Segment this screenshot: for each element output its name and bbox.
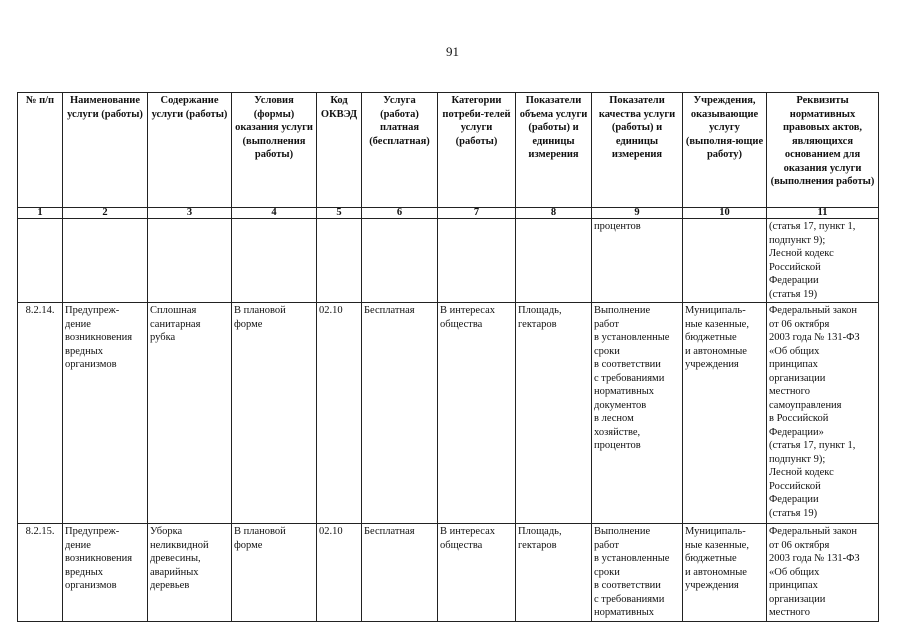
service-name-cell (63, 303, 148, 524)
cell-line: (статья 17, пункт 1, (769, 440, 856, 451)
paid-cell: Бесплатная (362, 303, 438, 524)
cell-line: В плановой (234, 305, 286, 316)
volume-cell (516, 303, 592, 524)
column-number: 8 (516, 208, 592, 219)
cell-line: и автономные (685, 345, 747, 357)
column-number: 7 (438, 208, 516, 219)
cell-line: Федерации (769, 275, 819, 286)
table-cell (317, 219, 362, 303)
legal-cell (767, 524, 879, 622)
cell-line: от 06 октября (769, 539, 830, 551)
cell-line: нормативных (594, 607, 655, 618)
quality-cell (592, 524, 683, 622)
content-cell (148, 524, 232, 622)
cell-line: Лесной кодекс (769, 248, 834, 259)
content-cell (148, 303, 232, 524)
cell-line: общества (440, 539, 483, 551)
quality-cell: процентов (592, 219, 683, 303)
cell-line: в установленные (594, 553, 670, 564)
cell-line: деревьев (150, 580, 190, 591)
cell-line: сроки (594, 566, 620, 578)
row-number: 8.2.15. (18, 524, 63, 622)
cell-line: работ (594, 539, 619, 551)
cell-line: организмов (65, 359, 117, 370)
table-cell (438, 219, 516, 303)
table-row (18, 524, 879, 622)
cell-line: с требованиями (594, 372, 665, 384)
table-cell (516, 219, 592, 303)
cell-line: в соответствии (594, 359, 661, 370)
cell-line: 2003 года № 131-ФЗ (769, 332, 860, 343)
cell-line: Предупреж- (65, 305, 120, 316)
cell-line: работ (594, 318, 619, 330)
cell-line: гектаров (518, 539, 557, 551)
service-name-cell (63, 524, 148, 622)
cell-line: сроки (594, 345, 620, 357)
cell-line: Российской (769, 261, 821, 273)
cell-line: древесины, (150, 553, 201, 564)
volume-cell (516, 524, 592, 622)
paid-cell: Бесплатная (362, 524, 438, 622)
column-number: 3 (148, 208, 232, 219)
header-cell: Учреждения, оказывающие услугу (выполня-ющие работу) (683, 93, 767, 208)
cell-line: возникновения (65, 553, 133, 564)
header-cell: Наименование услуги (работы) (63, 93, 148, 208)
institutions-cell (683, 524, 767, 622)
header-cell: Показатели объема услуги (работы) и единицы измерения (516, 93, 592, 208)
cell-line: местного (769, 386, 810, 397)
cell-line: (статья 19) (769, 288, 818, 300)
quality-cell (592, 303, 683, 524)
header-cell: Показатели качества услуги (работы) и единицы измерения (592, 93, 683, 208)
cell-line: Муниципаль- (685, 526, 746, 537)
cell-line: ные казенные, (685, 539, 749, 551)
cell-line: Федеральный закон (769, 305, 858, 316)
table-cell (683, 219, 767, 303)
cell-line: организмов (65, 580, 117, 591)
cell-line: Федерации» (769, 426, 824, 438)
consumers-cell (438, 524, 516, 622)
cell-line: бюджетные (685, 332, 737, 343)
cell-line: дение (65, 539, 91, 551)
cell-line: санитарная (150, 318, 201, 330)
cell-line: Уборка (150, 526, 183, 537)
cell-line: в соответствии (594, 580, 661, 591)
header-cell: № п/п (18, 93, 63, 208)
header-cell: Код ОКВЭД (317, 93, 362, 208)
okved-cell: 02.10 (317, 524, 362, 622)
cell-line: гектаров (518, 318, 557, 330)
okved-cell: 02.10 (317, 303, 362, 524)
cell-line: Федеральный закон (769, 526, 858, 537)
cell-line: Выполнение (594, 305, 651, 316)
cell-line: В плановой (234, 526, 286, 537)
header-cell: Реквизиты нормативных правовых актов, являющихся основанием для оказания услуги (выполнения работы) (767, 93, 879, 208)
cell-line: общества (440, 318, 483, 330)
cell-line: подпункт 9); (769, 234, 826, 246)
cell-line: подпункт 9); (769, 453, 826, 465)
cell-line: возникновения (65, 332, 133, 343)
cell-line: Лесной кодекс (769, 467, 834, 478)
cell-line: Сплошная (150, 305, 197, 316)
cell-line: В интересах (440, 305, 495, 316)
cell-line: в лесном (594, 413, 634, 424)
cell-line: от 06 октября (769, 318, 830, 330)
consumers-cell (438, 303, 516, 524)
cell-line: Федерации (769, 494, 819, 505)
continuation-row (18, 219, 879, 303)
cell-line: процентов (594, 440, 641, 451)
column-number: 10 (683, 208, 767, 219)
header-row (18, 93, 879, 208)
cell-line: организации (769, 593, 826, 605)
cell-line: форме (234, 539, 263, 551)
cell-line: учреждения (685, 580, 739, 591)
header-cell: Категории потреби-телей услуги (работы) (438, 93, 516, 208)
column-number: 2 (63, 208, 148, 219)
cell-line: Площадь, (518, 305, 562, 316)
services-table (17, 92, 879, 622)
cell-line: организации (769, 372, 826, 384)
cell-line: хозяйстве, (594, 426, 641, 438)
cell-line: местного (769, 607, 810, 618)
column-number-row (18, 208, 879, 219)
cell-line: (статья 17, пункт 1, (769, 221, 856, 232)
cell-line: бюджетные (685, 553, 737, 564)
header-cell: Условия (формы) оказания услуги (выполнения работы) (232, 93, 317, 208)
cell-line: В интересах (440, 526, 495, 537)
cell-line: Предупреж- (65, 526, 120, 537)
cell-line: Площадь, (518, 526, 562, 537)
table-cell (63, 219, 148, 303)
column-number: 4 (232, 208, 317, 219)
institutions-cell (683, 303, 767, 524)
table-cell (362, 219, 438, 303)
cell-line: самоуправления (769, 399, 842, 411)
cell-line: вредных (65, 566, 103, 578)
cell-line: рубка (150, 332, 176, 343)
table-row (18, 303, 879, 524)
row-number: 8.2.14. (18, 303, 63, 524)
cell-line: форме (234, 318, 263, 330)
cell-line: нормативных (594, 386, 655, 397)
cell-line: документов (594, 399, 647, 411)
cell-line: неликвидной (150, 539, 209, 551)
cell-line: в Российской (769, 413, 829, 424)
column-number: 9 (592, 208, 683, 219)
cell-line: ные казенные, (685, 318, 749, 330)
cell-line: (статья 19) (769, 507, 818, 519)
cell-line: с требованиями (594, 593, 665, 605)
cell-line: Выполнение (594, 526, 651, 537)
cell-line: «Об общих (769, 345, 820, 357)
cell-line: 2003 года № 131-ФЗ (769, 553, 860, 564)
column-number: 11 (767, 208, 879, 219)
conditions-cell (232, 524, 317, 622)
cell-line: дение (65, 318, 91, 330)
header-cell: Услуга (работа) платная (бесплатная) (362, 93, 438, 208)
column-number: 1 (18, 208, 63, 219)
table-cell (18, 219, 63, 303)
cell-line: аварийных (150, 566, 199, 578)
table-cell (148, 219, 232, 303)
cell-line: вредных (65, 345, 103, 357)
legal-cell (767, 219, 879, 303)
cell-line: Муниципаль- (685, 305, 746, 316)
cell-line: в установленные (594, 332, 670, 343)
page-number: 91 (446, 44, 459, 59)
cell-line: Российской (769, 480, 821, 492)
column-number: 5 (317, 208, 362, 219)
cell-line: и автономные (685, 566, 747, 578)
legal-cell (767, 303, 879, 524)
table-cell (232, 219, 317, 303)
header-cell: Содержание услуги (работы) (148, 93, 232, 208)
cell-line: принципах (769, 580, 818, 591)
cell-line: принципах (769, 359, 818, 370)
conditions-cell (232, 303, 317, 524)
cell-line: учреждения (685, 359, 739, 370)
cell-line: «Об общих (769, 566, 820, 578)
column-number: 6 (362, 208, 438, 219)
